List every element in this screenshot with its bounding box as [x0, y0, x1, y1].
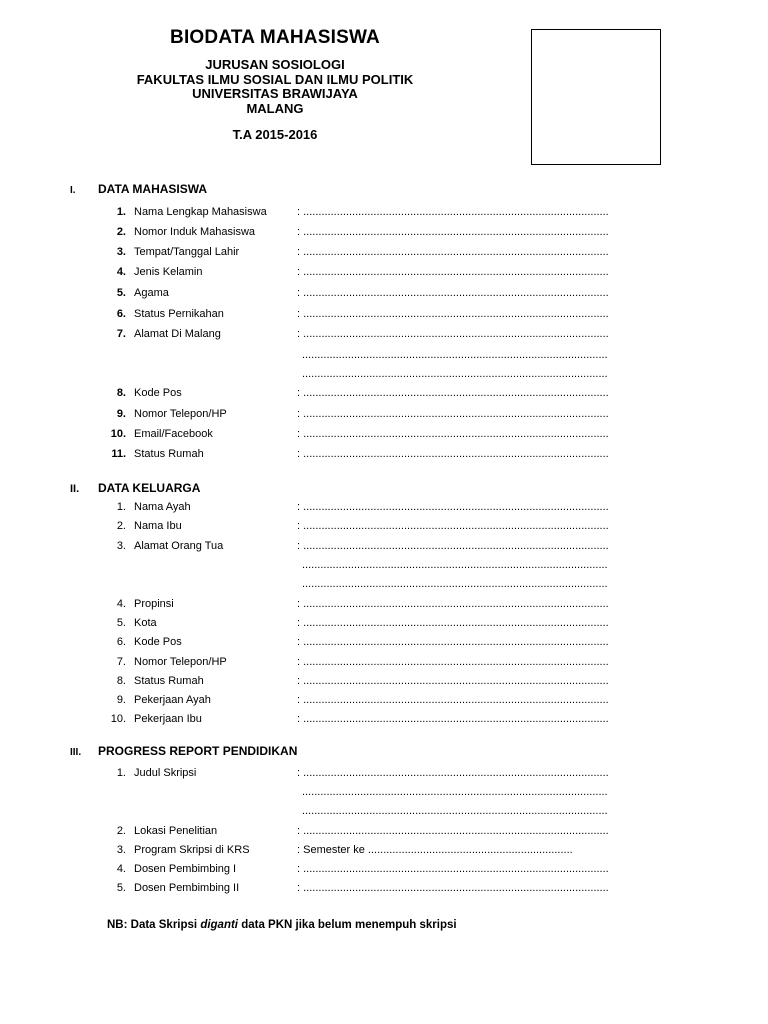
field-label: Pekerjaan Ibu [134, 713, 202, 725]
field-blank[interactable]: : .................................................................................................... [297, 675, 609, 687]
field-lokasi-penelitian[interactable] [0, 823, 768, 839]
field-label: Program Skripsi di KRS [134, 844, 250, 856]
field-blank[interactable]: : .................................................................................................... [297, 287, 609, 299]
field-email-facebook[interactable] [0, 426, 768, 442]
section-numeral: II. [70, 483, 80, 495]
field-blank[interactable]: : .................................................................................................... [297, 246, 609, 258]
field-label: Propinsi [134, 598, 174, 610]
field-status-pernikahan[interactable] [0, 306, 768, 322]
field-blank[interactable]: : .................................................................................................... [297, 328, 609, 340]
section-title: DATA KELUARGA [98, 481, 201, 495]
item-number: 3. [116, 844, 126, 856]
judul-skripsi-continuation[interactable]: .................................................................................................... [302, 805, 608, 817]
section-title: PROGRESS REPORT PENDIDIKAN [98, 744, 298, 758]
field-blank[interactable]: : .................................................................................................... [297, 408, 609, 420]
field-label: Lokasi Penelitian [134, 825, 218, 837]
item-number: 4. [116, 266, 126, 278]
field-kode-pos-keluarga[interactable] [0, 634, 768, 650]
field-kota[interactable] [0, 615, 768, 631]
item-number: 10. [110, 428, 126, 440]
item-number: 5. [116, 287, 126, 299]
field-nomor-telepon[interactable] [0, 406, 768, 422]
footnote [107, 919, 457, 931]
city-line: MALANG [246, 100, 304, 116]
field-nama-ayah[interactable] [0, 499, 768, 515]
judul-skripsi-continuation[interactable]: .................................................................................................... [302, 786, 608, 798]
department-line: JURUSAN SOSIOLOGI [205, 57, 345, 72]
field-telepon-keluarga[interactable] [0, 654, 768, 670]
field-blank[interactable]: : .................................................................................................... [297, 825, 609, 837]
field-dosen-pembimbing-1[interactable] [0, 861, 768, 877]
academic-year: T.A 2015-2016 [232, 127, 318, 142]
field-dosen-pembimbing-2[interactable] [0, 880, 768, 896]
item-number: 2. [116, 825, 126, 837]
field-label: Dosen Pembimbing I [134, 863, 237, 875]
field-status-rumah-keluarga[interactable] [0, 673, 768, 689]
item-number: 4. [116, 863, 126, 875]
field-blank[interactable]: : .................................................................................................... [297, 387, 609, 399]
item-number: 7. [116, 328, 126, 340]
note-prefix: NB: Data Skripsi [107, 919, 201, 931]
section-title: DATA MAHASISWA [98, 182, 208, 196]
item-number: 8. [116, 675, 126, 687]
field-blank[interactable]: : .................................................................................................... [297, 266, 609, 278]
field-label: Kode Pos [134, 636, 182, 648]
field-agama[interactable] [0, 285, 768, 301]
field-label: Nomor Telepon/HP [134, 408, 227, 420]
field-propinsi[interactable] [0, 596, 768, 612]
field-blank[interactable]: : .................................................................................................... [297, 863, 609, 875]
field-label: Jenis Kelamin [134, 266, 203, 278]
section-numeral: III. [70, 747, 82, 758]
field-label: Nama Ayah [134, 501, 191, 513]
item-number: 2. [116, 520, 126, 532]
field-pekerjaan-ayah[interactable] [0, 692, 768, 708]
field-label: Dosen Pembimbing II [134, 882, 240, 894]
item-number: 4. [116, 598, 126, 610]
item-number: 3. [116, 540, 126, 552]
field-tempat-tanggal-lahir[interactable] [0, 244, 768, 260]
field-blank[interactable]: : .................................................................................................... [297, 713, 609, 725]
field-kode-pos[interactable] [0, 385, 768, 401]
item-number: 10. [110, 713, 126, 725]
field-blank[interactable]: : .................................................................................................... [297, 448, 609, 460]
university-line: UNIVERSITAS BRAWIJAYA [192, 86, 358, 101]
field-label: Status Rumah [134, 448, 204, 460]
alamat-orang-tua-continuation[interactable]: .................................................................................................... [302, 578, 608, 590]
field-nama-lengkap[interactable] [0, 204, 768, 220]
field-label: Kode Pos [134, 387, 182, 399]
field-label: Status Pernikahan [134, 308, 224, 320]
faculty-line: FAKULTAS ILMU SOSIAL DAN ILMU POLITIK [136, 71, 414, 87]
field-blank[interactable]: : .................................................................................................... [297, 501, 609, 513]
field-label: Kota [134, 617, 157, 629]
field-label: Status Rumah [134, 675, 204, 687]
alamat-malang-continuation[interactable]: .................................................................................................... [302, 368, 608, 380]
form-title: BIODATA MAHASISWA [170, 27, 380, 48]
field-label: Alamat Orang Tua [134, 540, 224, 552]
field-label: Nomor Induk Mahasiswa [134, 226, 256, 238]
alamat-orang-tua-continuation[interactable]: .................................................................................................... [302, 559, 608, 571]
field-label: Email/Facebook [134, 428, 213, 440]
field-label: Agama [134, 287, 169, 299]
field-pekerjaan-ibu[interactable] [0, 711, 768, 727]
item-number: 9. [116, 408, 126, 420]
field-blank[interactable]: : .................................................................................................... [297, 656, 609, 668]
field-label: Nama Ibu [134, 520, 182, 532]
semester-field[interactable]: : Semester ke ................................................................... [297, 844, 573, 856]
item-number: 11. [111, 448, 126, 460]
field-blank[interactable]: : .................................................................................................... [297, 694, 609, 706]
field-blank[interactable]: : .................................................................................................... [297, 882, 609, 894]
item-number: 6. [116, 308, 126, 320]
item-number: 1. [116, 206, 126, 218]
field-blank[interactable]: : .................................................................................................... [297, 767, 609, 779]
note-suffix: data PKN jika belum menempuh skripsi [238, 919, 457, 931]
field-alamat-orang-tua[interactable] [0, 538, 768, 554]
section-data-mahasiswa-heading [70, 182, 207, 198]
field-judul-skripsi[interactable] [0, 765, 768, 781]
field-status-rumah[interactable] [0, 446, 768, 462]
field-blank[interactable]: : .................................................................................................... [297, 617, 609, 629]
item-number: 2. [116, 226, 126, 238]
field-label: Alamat Di Malang [134, 328, 221, 340]
field-blank[interactable]: : .................................................................................................... [297, 226, 609, 238]
field-blank[interactable]: : .................................................................................................... [297, 308, 609, 320]
item-number: 5. [116, 617, 126, 629]
alamat-malang-continuation[interactable]: .................................................................................................... [302, 349, 608, 361]
field-blank[interactable]: : .................................................................................................... [297, 636, 609, 648]
field-program-skripsi[interactable] [0, 842, 768, 858]
field-nama-ibu[interactable] [0, 518, 768, 534]
item-number: 7. [116, 656, 126, 668]
field-blank[interactable]: : .................................................................................................... [297, 428, 609, 440]
institution-block [100, 58, 450, 116]
item-number: 6. [116, 636, 126, 648]
photo-box[interactable] [531, 29, 661, 165]
field-blank[interactable]: : .................................................................................................... [297, 598, 609, 610]
field-blank[interactable]: : .................................................................................................... [297, 540, 609, 552]
item-number: 1. [116, 767, 126, 779]
section-progress-report-heading [70, 744, 297, 760]
field-label: Pekerjaan Ayah [134, 694, 211, 706]
note-italic: diganti [200, 919, 239, 931]
field-blank[interactable]: : .................................................................................................... [297, 206, 609, 218]
field-label: Tempat/Tanggal Lahir [134, 246, 240, 258]
item-number: 8. [116, 387, 126, 399]
field-label: Nama Lengkap Mahasiswa [134, 206, 267, 218]
item-number: 9. [116, 694, 126, 706]
field-nim[interactable] [0, 224, 768, 240]
field-label: Judul Skripsi [134, 767, 197, 779]
field-label: Nomor Telepon/HP [134, 656, 227, 668]
item-number: 1. [116, 501, 126, 513]
item-number: 3. [116, 246, 126, 258]
section-numeral: I. [70, 185, 76, 196]
field-alamat-malang[interactable] [0, 326, 768, 342]
field-blank[interactable]: : .................................................................................................... [297, 520, 609, 532]
item-number: 5. [116, 882, 126, 894]
field-jenis-kelamin[interactable] [0, 264, 768, 280]
section-data-keluarga-heading [70, 481, 200, 497]
